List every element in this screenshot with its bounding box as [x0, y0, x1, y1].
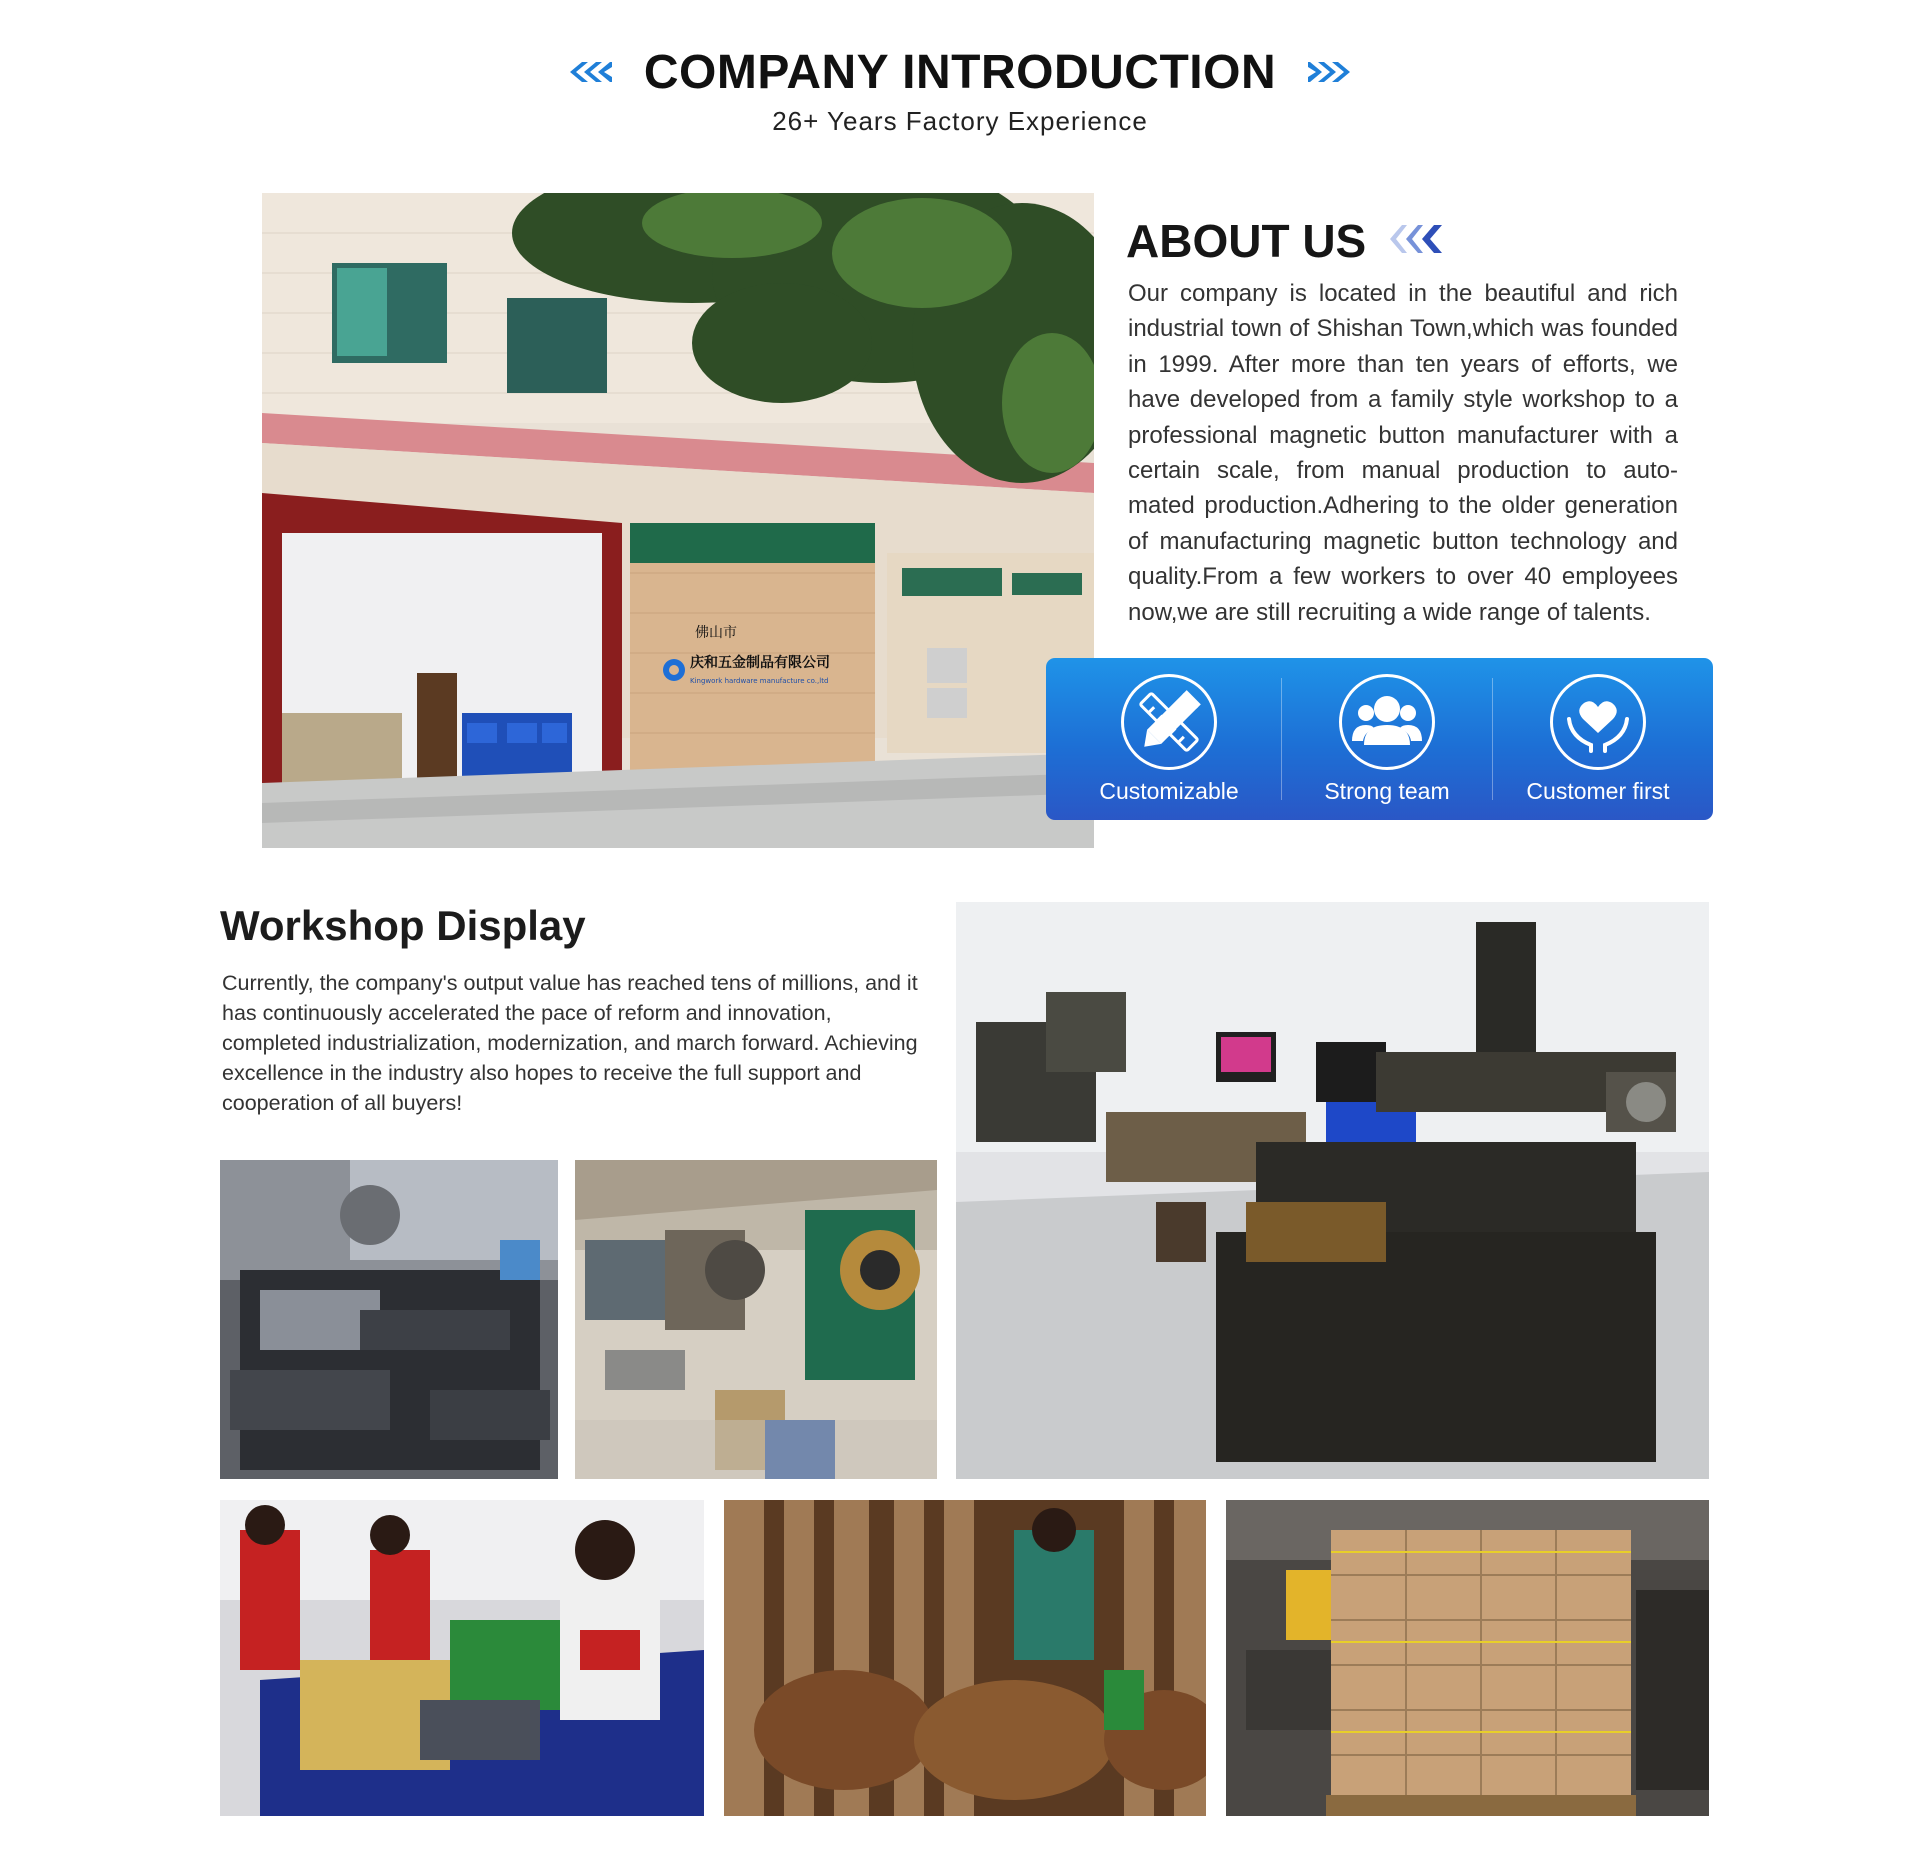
feature-label: Customer first — [1526, 778, 1670, 804]
workshop-title: Workshop Display — [220, 902, 586, 949]
feature-customizable — [1064, 658, 1274, 820]
workshop-photo-press — [575, 1160, 937, 1479]
sign-line3: Kingwork hardware manufacture co.,ltd — [690, 677, 829, 685]
workshop-photo-workers — [220, 1500, 704, 1816]
feature-customer-first — [1493, 658, 1703, 820]
double-chevron-right-icon — [1308, 60, 1352, 84]
feature-strong-team — [1282, 658, 1492, 820]
workshop-paragraph: Currently, the company's output value has reached tens of millions, and it has continuously accelerated the pace of reform and innovation, completed industrialization, modernization, and march forward. Achieving excellence in the industry also hopes to receive the full support and cooperation of all buyers! — [222, 971, 918, 1115]
page-title: COMPANY INTRODUCTION — [643, 45, 1277, 99]
about-title: ABOUT US — [1126, 215, 1367, 267]
workshop-photo-boxes — [1226, 1500, 1709, 1816]
pencil-ruler-icon — [1121, 674, 1217, 770]
double-chevron-left-icon — [568, 60, 612, 84]
triple-chevron-left-icon — [1388, 222, 1446, 256]
feature-label: Strong team — [1324, 778, 1450, 804]
section-title — [0, 42, 1920, 100]
heart-hands-icon — [1550, 674, 1646, 770]
factory-building-photo — [262, 193, 1094, 848]
workshop-photo-racks — [724, 1500, 1206, 1816]
page-subtitle: 26+ Years Factory Experience — [772, 106, 1148, 136]
feature-panel — [1046, 658, 1713, 820]
sign-line1: 佛山市 — [695, 625, 737, 641]
team-icon — [1339, 674, 1435, 770]
sign-line2: 庆和五金制品有限公司 — [690, 655, 830, 671]
workshop-photo-machine — [956, 902, 1709, 1479]
about-paragraph: Our company is located in the beautiful and rich industrial town of Shishan Town,which was founded in 1999. After more than ten years of efforts, we have developed from a family style workshop to a professional magnetic button manufacturer with a certain scale, from manual production to auto-mated production.Adhering to the older generation of manufacturing magnetic button technology and quality.From a few workers to over 40 employees now,we are still recruiting a wide range of talents. — [1128, 280, 1678, 626]
feature-label: Customizable — [1099, 778, 1239, 804]
workshop-photo-lathe — [220, 1160, 558, 1479]
